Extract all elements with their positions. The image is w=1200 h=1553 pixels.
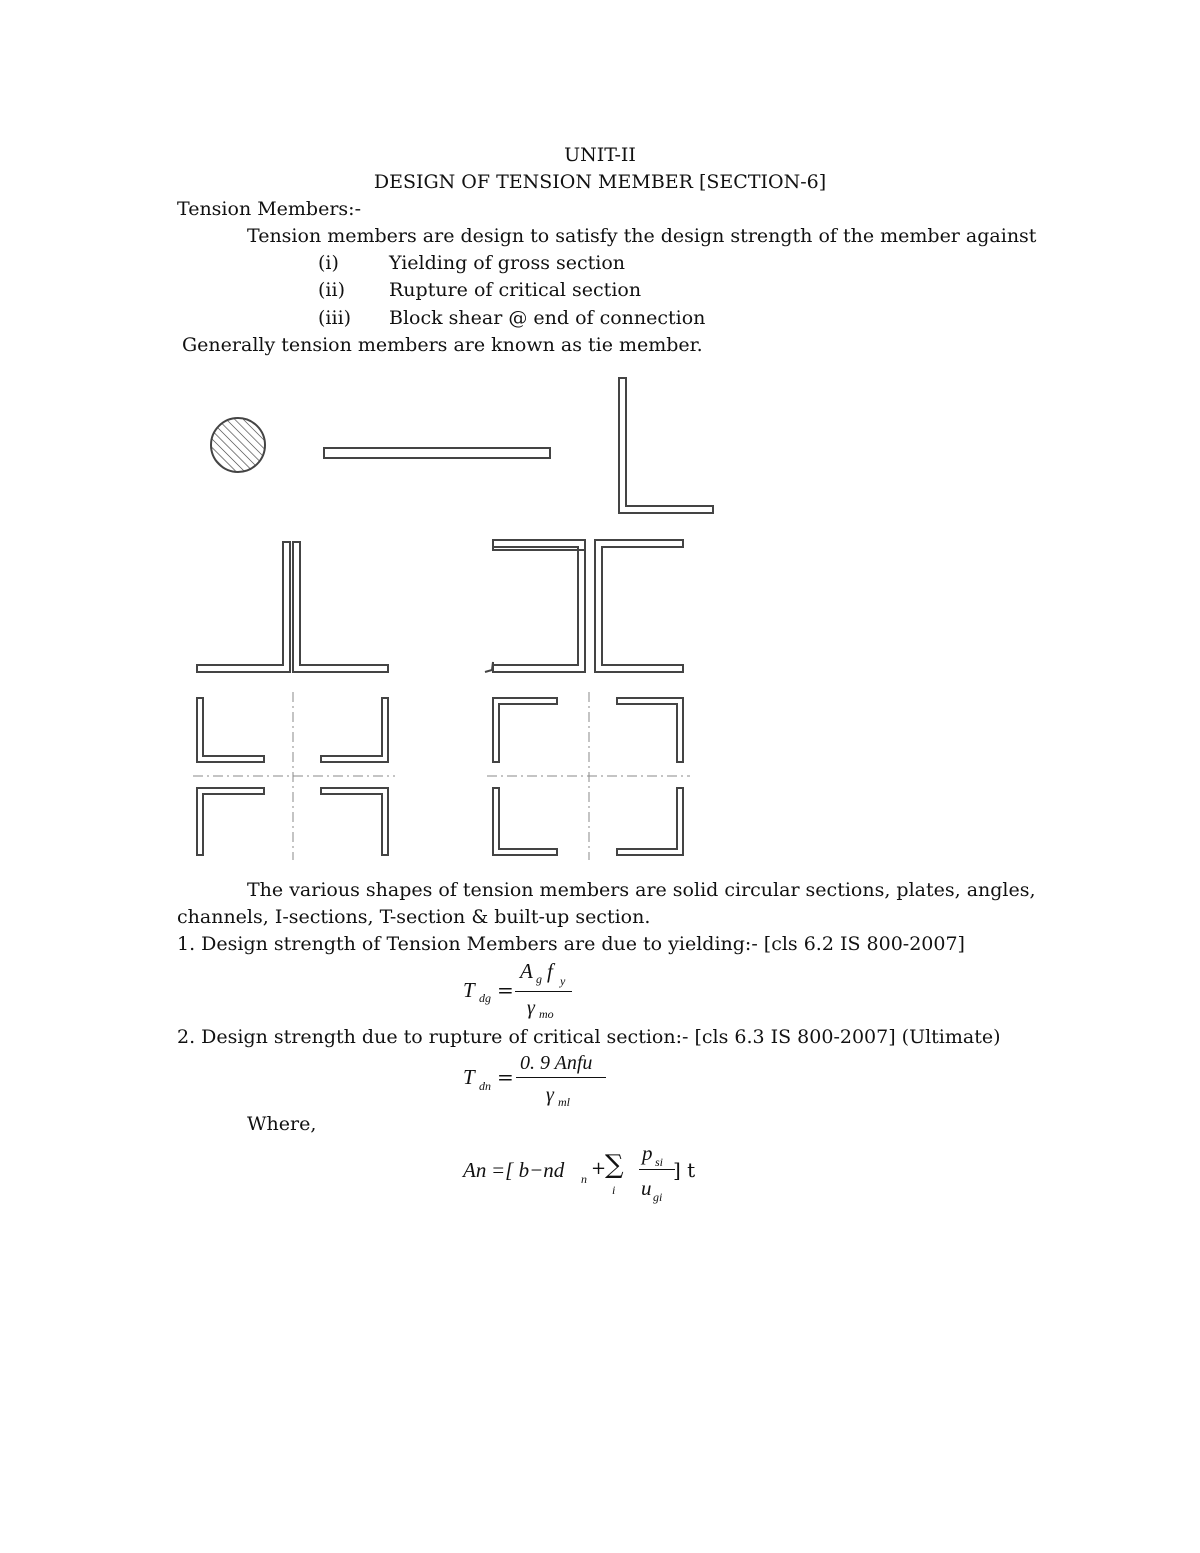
formula-denominator: γ [527,997,535,1019]
formula-numerator: 0. 9 Anfu [520,1052,593,1074]
equals-sign: = [497,1065,514,1089]
formula-lhs: An [463,1158,487,1182]
formula-numerator-subscript: g [536,972,542,986]
shapes-paragraph-line1: The various shapes of tension members are solid circular sections, plates, angles, [247,879,1036,901]
double-channel-section [485,540,683,672]
where-label: Where, [247,1113,317,1135]
fraction-bar [516,1077,606,1078]
formula-lhs: T [463,978,475,1002]
formula-rhs-part: =[ b−nd [491,1158,565,1182]
sigma-subscript: i [612,1183,616,1197]
intro-paragraph: Tension members are design to satisfy the design strength of the member against [247,225,1037,247]
rupture-strength-heading: 2. Design strength due to rupture of critical section:- [cls 6.3 IS 800-2007] (Ultimate) [177,1026,1001,1048]
formula-subscript: n [581,1172,587,1186]
formula-denominator: γ [546,1084,554,1106]
list-item-number: (iii) [318,307,352,329]
list-item-number: (ii) [318,279,345,301]
formula-lhs-subscript: dn [479,1079,491,1093]
formula-denominator-subscript: ml [558,1095,570,1109]
list-item-number: (i) [318,252,339,274]
single-angle-section [619,378,713,513]
solid-circular-section [211,418,265,472]
formula-lhs-subscript: dg [479,991,491,1005]
fraction-bar [639,1169,675,1170]
formula-rhs-end: ] t [673,1158,696,1182]
sigma-symbol: ∑ [605,1150,624,1180]
formula-numerator: p [642,1141,653,1165]
formula-denominator: u [641,1176,652,1200]
equals-sign: = [497,978,514,1002]
plus-sign: + [591,1158,607,1179]
unit-label: UNIT-II [564,144,636,166]
plate-section [324,448,550,458]
fraction-bar [515,991,572,992]
shapes-paragraph-line2: channels, I-sections, T-section & built-up section. [177,906,651,928]
section-heading: Tension Members:- [177,198,361,220]
formula-numerator-subscript: si [655,1155,664,1169]
yielding-strength-heading: 1. Design strength of Tension Members are due to yielding:- [cls 6.2 IS 800-2007] [177,933,965,955]
list-item: Rupture of critical section [389,279,642,301]
double-angle-t-section [197,542,388,672]
list-item: Yielding of gross section [389,252,626,274]
formula-denominator-subscript: gi [653,1190,663,1204]
list-item: Block shear @ end of connection [389,307,706,329]
formula-lhs: T [463,1065,475,1089]
formula-numerator-second-subscript: y [560,974,566,988]
formula-denominator-subscript: mo [539,1007,554,1021]
formula-numerator-second: f [547,959,553,983]
note-text: Generally tension members are known as tie member. [182,334,703,356]
formula-numerator: A [520,959,533,983]
tension-member-sections-figure [185,370,725,865]
page-title: DESIGN OF TENSION MEMBER [SECTION-6] [373,171,827,193]
